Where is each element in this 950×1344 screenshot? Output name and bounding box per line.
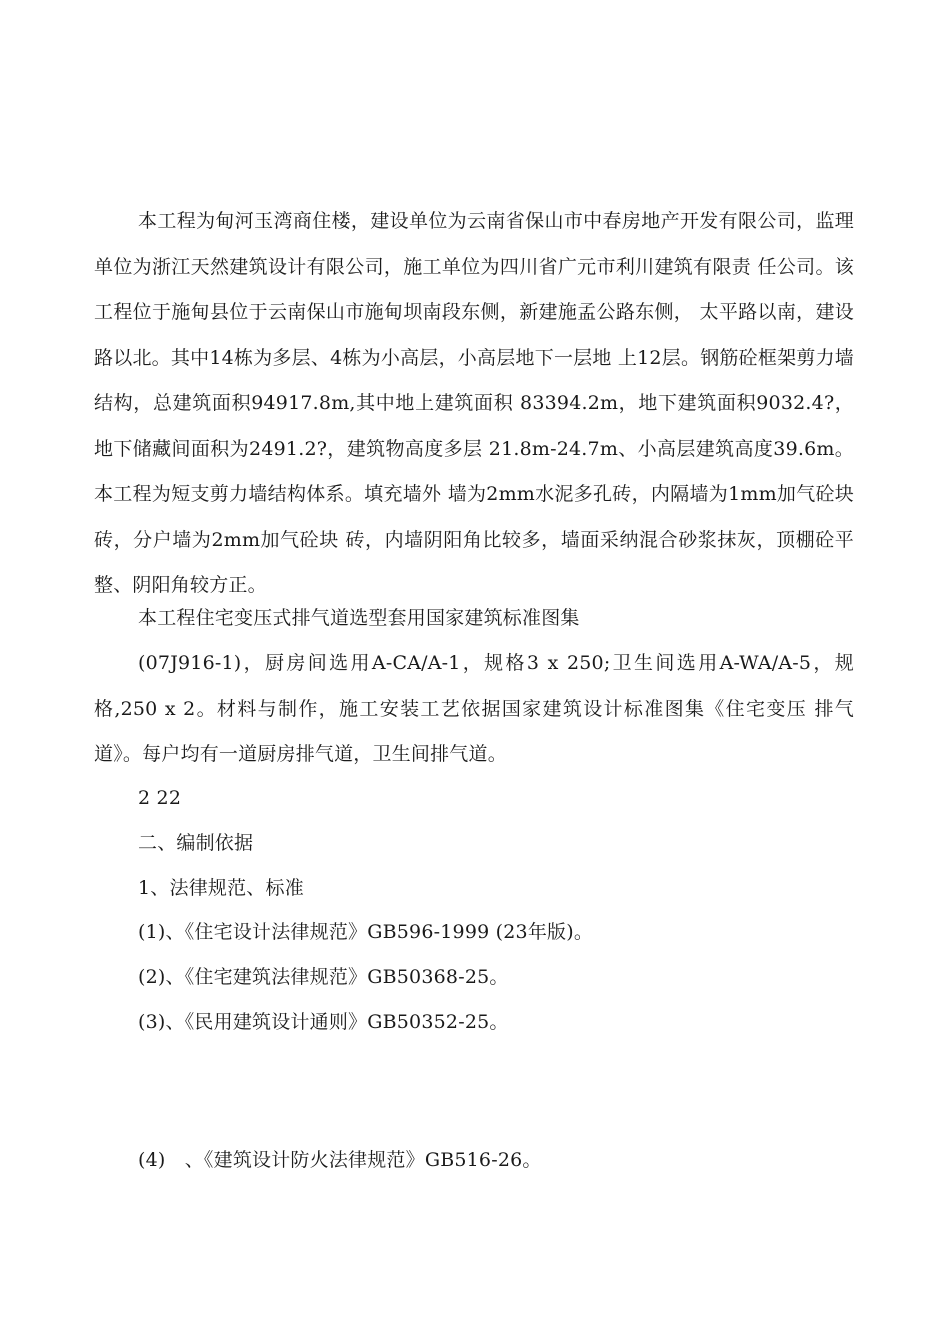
exhaust-duct-spec-paragraph: (07J916-1)，厨房间选用A-CA/A-1，规格3 x 250;卫生间选用A-WA/A-5，规格,250 x 2。材料与制作，施工安装工艺依据国家建筑设计标准图集《住宅变压 排气道》。每户均有一道厨房排气道，卫生间排气道。 [94,652,854,765]
standard-item-2: (2)、《住宅建筑法律规范》GB50368-25。 [138,966,509,988]
standard-item-1: (1)、《住宅设计法律规范》GB596-1999 (23年版)。 [138,921,594,943]
standard-item-3: (3)、《民用建筑设计通则》GB50352-25。 [138,1011,509,1033]
project-overview-paragraph: 本工程为甸河玉湾商住楼，建设单位为云南省保山市中春房地产开发有限公司，监理单位为浙江天然建筑设计有限公司，施工单位为四川省广元市利川建筑有限责 任公司。该工程位于施甸县位于云南保山市施甸坝南段东侧，新建施孟公路东侧， 太平路以南，建设路以北。其中14栋为多层、4栋为小高层，小高层地下一层地 上12层。钢筋砼框架剪力墙结构，总建筑面积94917.8m,其中地上建筑面积 83394.2m，地下建筑面积9032.4?，地下储藏间面积为2491.2?，建筑物高度多层 21.8m-24.7m、小高层建筑高度39.6m。本工程为短支剪力墙结构体系。填充墙外 墙为2mm水泥多孔砖，内隔墙为1mm加气砼块砖，分户墙为2mm加气砼块 砖，内墙阴阳角比较多，墙面采纳混合砂浆抹灰，顶棚砼平整、阴阳角较方正。 [94,210,854,596]
exhaust-duct-intro-line: 本工程住宅变压式排气道选型套用国家建筑标准图集 [138,607,580,629]
subsection-heading-standards: 1、法律规范、标准 [138,877,304,899]
stray-numbers-line: 2 22 [138,787,182,809]
standard-item-4: (4) 、《建筑设计防火法律规范》GB516-26。 [138,1149,542,1171]
section-heading-basis: 二、编制依据 [138,832,254,854]
